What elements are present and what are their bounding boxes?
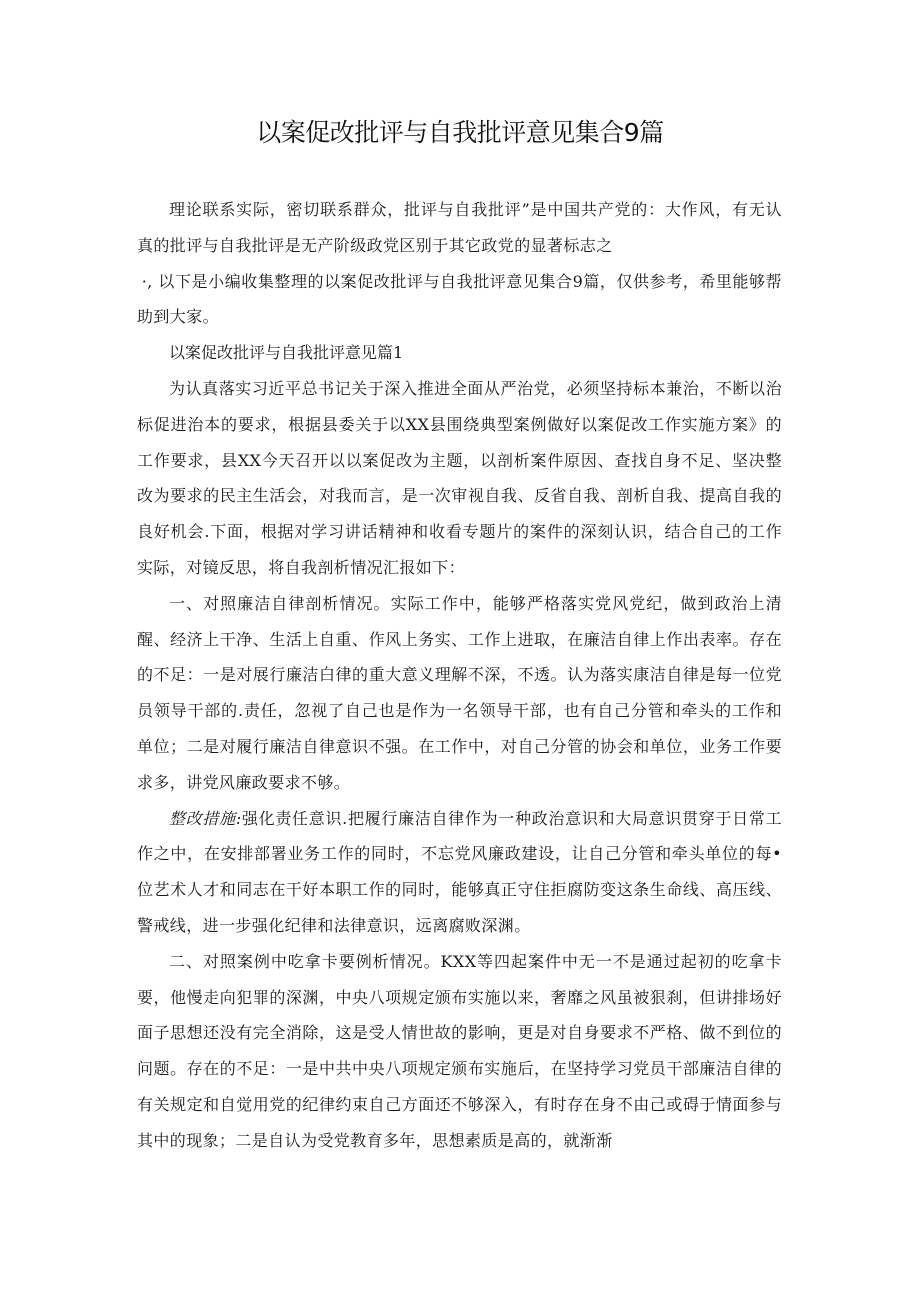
document-body	[137, 192, 782, 1159]
document-title: 以案促改批评与自我批评意见集合9篇	[256, 118, 664, 147]
rectification-text: 强化责任意识.把履行廉洁自律作为一种政治意识和大局意识贯穿于日常工作之中，在安排部署业务工作的同时，不忘党风廉政建设，让自己分管和牵头单位的每•位艺术人才和同志在干好本职工作的同时，能够真正守住拒腐防变这条生命线、高压线、警戒线，进一步强化纪律和法律意识，远离腐败深渊。	[137, 808, 782, 935]
intro-paragraph: 理论联系实际，密切联系群众，批评与自我批评”是中国共产党的：大作风，有无认真的批评与自我批评是无产阶级政党区别于其它政党的显著标志之	[137, 200, 782, 255]
intro-paragraph-continued: ·, 以下是小编收集整理的以案促改批评与自我批评意见集合9篇，仅供参考，希里能够帮助到大家。	[137, 271, 782, 327]
paragraph-integrity-analysis: 一、对照廉洁自律剖析情况。实际工作中，能够严格落实党风党纪，做到政治上清醒、经济上干净、生活上自重、作风上务实、工作上进取，在廉洁自律上作出表率。存在的不足：一是对展行廉洁白律的重大意义理解不深，不透。认为落实康洁自律是每一位党员领导干部的.责任，忽视了自己也是作为一名领导干部，也有自己分管和牵头的工作和单位；二是对履行廉洁自律意识不强。在工作中，对自己分管的协会和单位，业务工作要求多，讲党风廉政要求不够。	[137, 593, 782, 792]
section-heading: 以案促改批评与自我批评意见篇1	[169, 343, 404, 363]
rectification-lead: 整改措施:	[169, 808, 242, 828]
paragraph-rectification	[137, 801, 782, 944]
paragraph-case-analysis: 二、对照案例中吃拿卡要例析情况。KXX等四起案件中无一不是通过起初的吃拿卡要，他慢走向犯罪的深渊，中央八项规定颁布实施以来，奢靡之风虽被狠刹，但讲排场好面子思想还没有完全消除，这是受人情世故的影响，更是对自身要求不严格、做不到位的问题。存在的不足：一是中共中央八项规定颁布实施后，在坚持学习党员干部廉洁自律的有关规定和自觉用党的纪律约束自己方面还不够深入，有时存在身不由己或碍于情面参与其中的现象；二是自认为受党教育多年，思想素质是高的，就渐渐	[137, 951, 782, 1150]
paragraph-background: 为认真落实习近平总书记关于深入推进全面从严治党，必须坚持标本兼治，不断以治标促进治本的要求，根据县委关于以XX县围绕典型案例做好以案促改工作实施方案》的工作要求，县XX今天召开以以案促改为主题，以剖析案件原因、查找自身不足、坚决整改为要求的民主生活会，对我而言，是一次审视自我、反省自我、剖析自我、提高自我的良好机会.下面，根据对学习讲话精神和收看专题片的案件的深刻认识，结合自己的工作实际，对镜反思，将自我剖析情况汇报如下：	[137, 378, 782, 577]
